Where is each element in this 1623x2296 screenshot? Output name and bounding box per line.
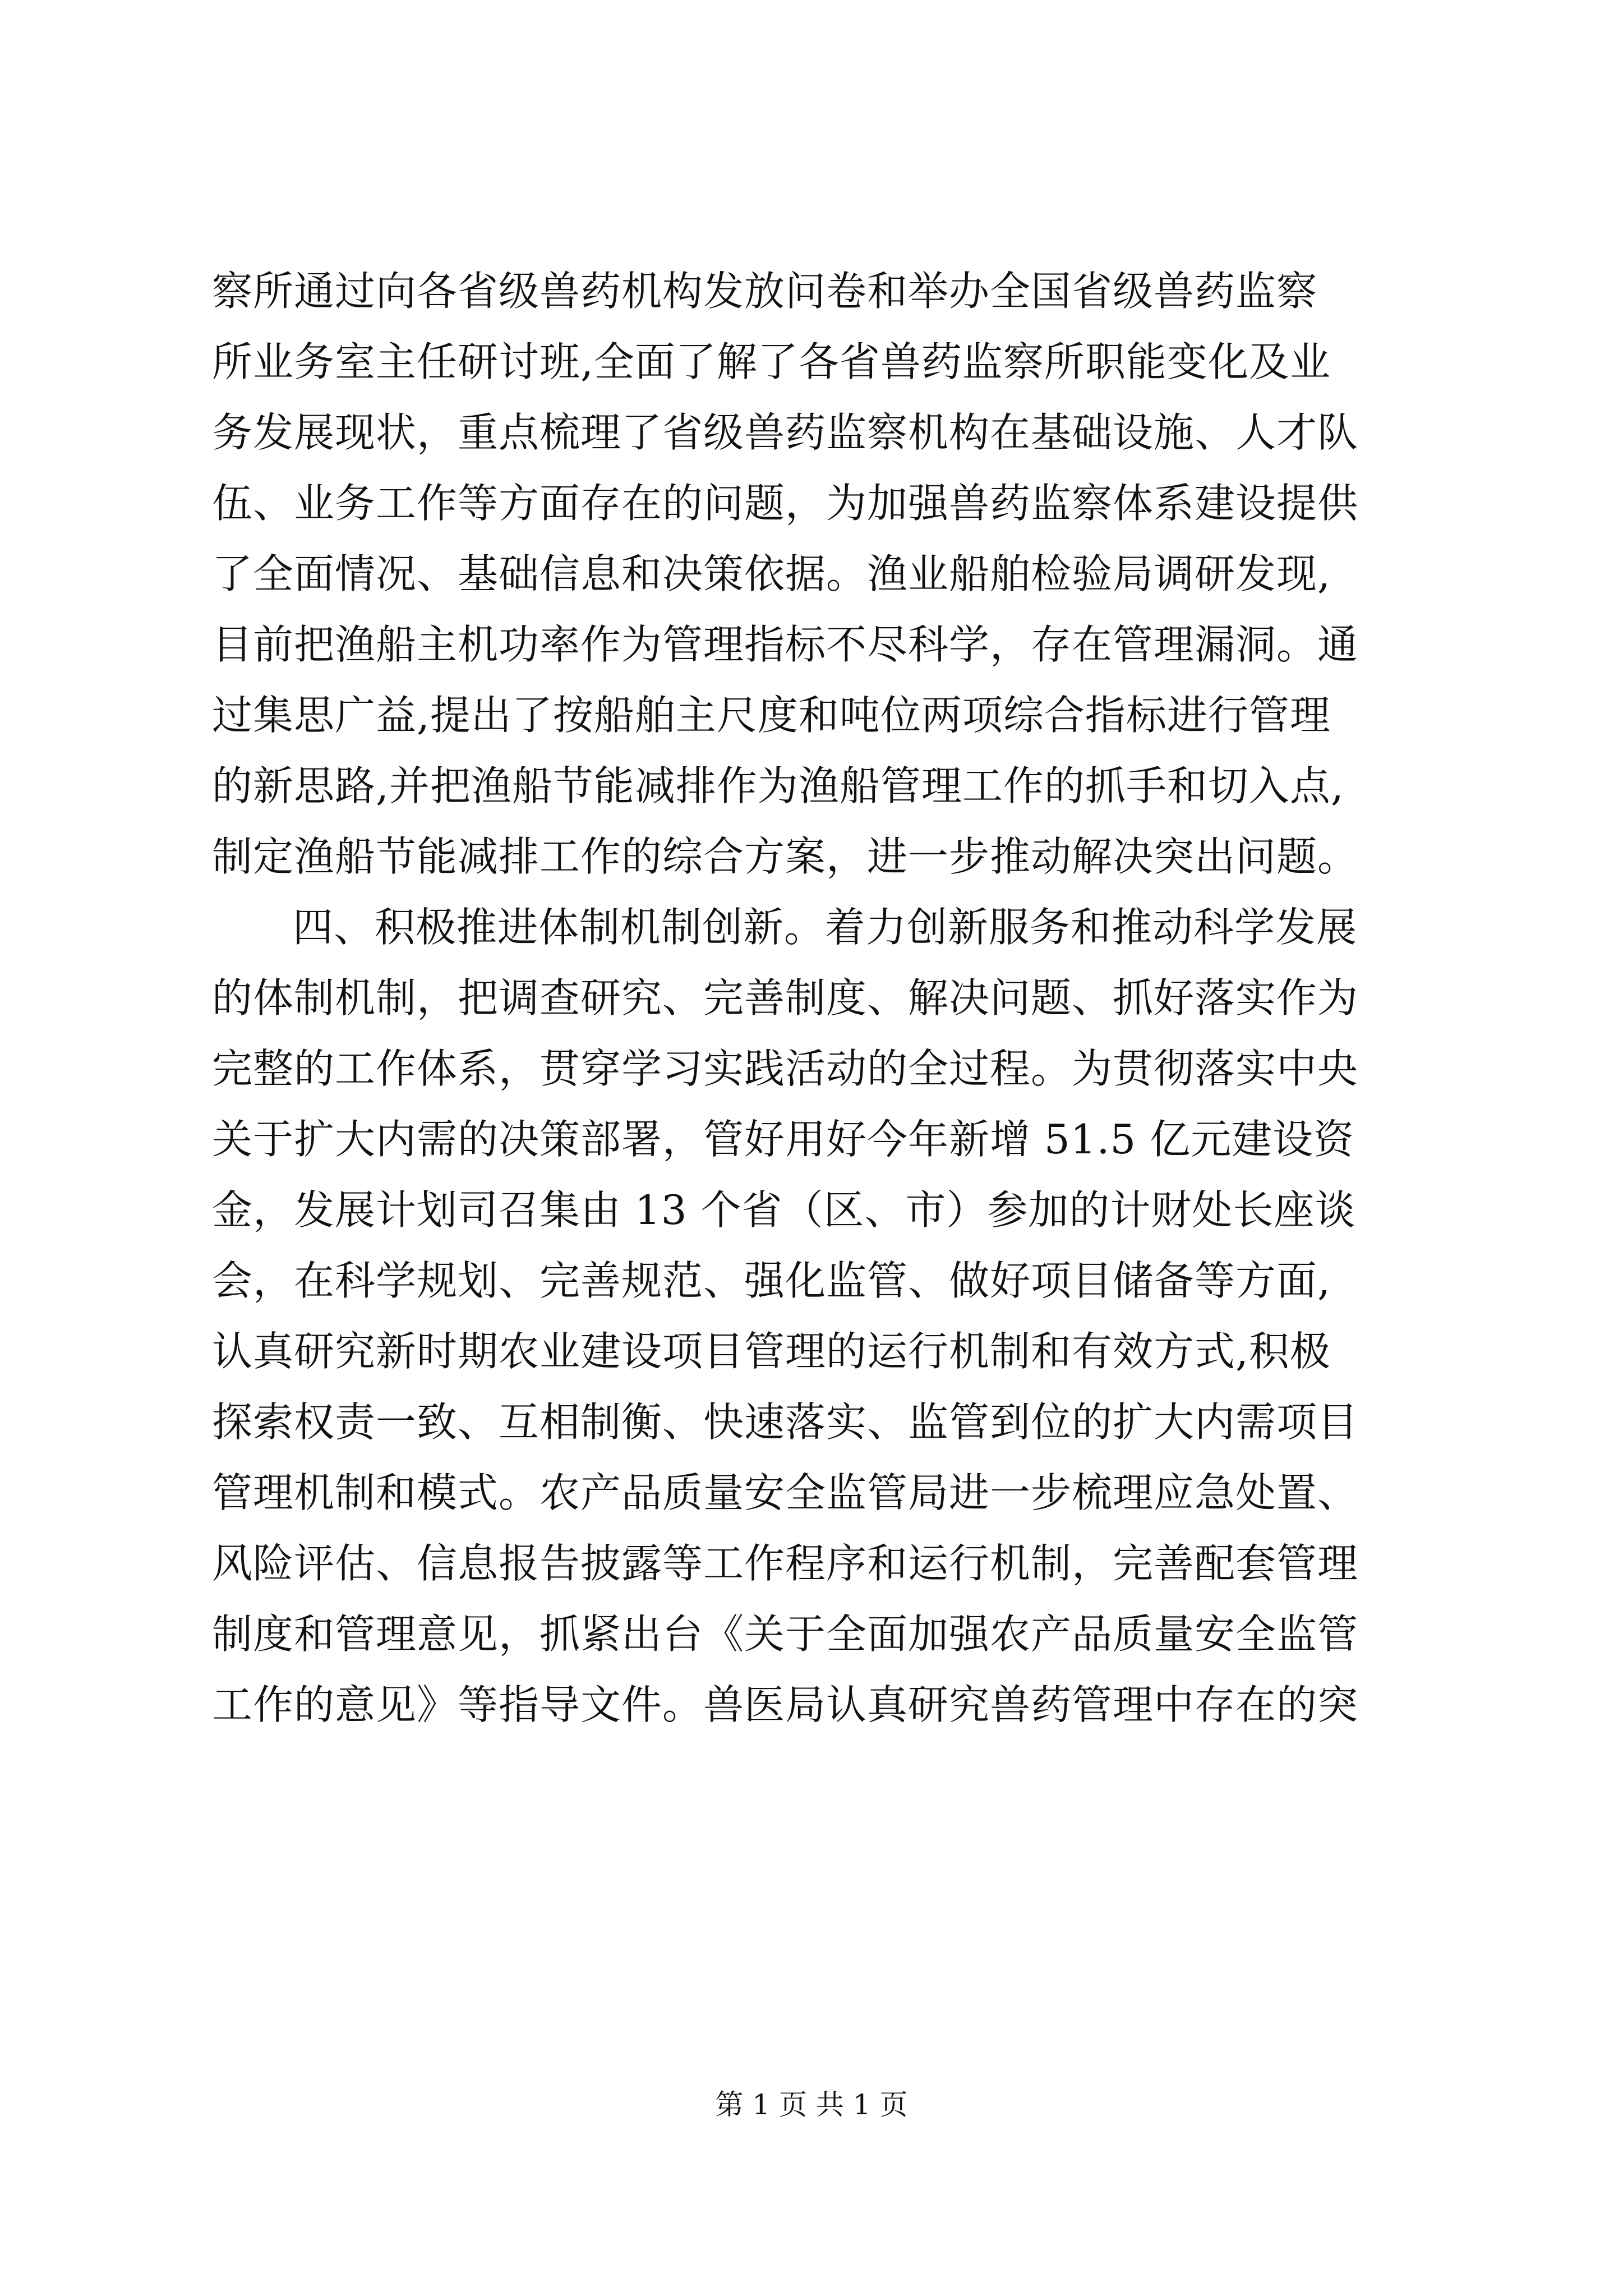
text-line: 务发展现状，重点梳理了省级兽药监察机构在基础设施、人才队 <box>212 409 1359 456</box>
text-line: 金，发展计划司召集由 13 个省（区、市）参加的计财处长座谈 <box>212 1186 1356 1234</box>
text-line: 风险评估、信息报告披露等工作程序和运行机制，完善配套管理 <box>212 1540 1359 1587</box>
text-line: 关于扩大内需的决策部署，管好用好今年新增 51.5 亿元建设资 <box>212 1116 1355 1163</box>
text-line: 探索权责一致、互相制衡、快速落实、监管到位的扩大内需项目 <box>212 1398 1359 1446</box>
text-line: 会，在科学规划、完善规范、强化监管、做好项目储备等方面, <box>212 1257 1331 1304</box>
text-line: 完整的工作体系，贯穿学习实践活动的全过程。为贯彻落实中央 <box>212 1045 1359 1092</box>
text-line: 制度和管理意见，抓紧出台《关于全面加强农产品质量安全监管 <box>212 1611 1359 1658</box>
text-line: 认真研究新时期农业建设项目管理的运行机制和有效方式,积极 <box>212 1328 1331 1375</box>
text-line: 伍、业务工作等方面存在的问题，为加强兽药监察体系建设提供 <box>212 480 1359 527</box>
text-line: 目前把渔船主机功率作为管理指标不尽科学，存在管理漏洞。通 <box>212 621 1359 668</box>
text-line: 过集思广益,提出了按船舶主尺度和吨位两项综合指标进行管理 <box>212 692 1331 739</box>
text-line: 管理机制和模式。农产品质量安全监管局进一步梳理应急处置、 <box>212 1469 1359 1516</box>
body-text <box>212 256 1426 1740</box>
text-line: 制定渔船节能减排工作的综合方案，进一步推动解决突出问题。 <box>212 833 1359 880</box>
text-line: 所业务室主任研讨班,全面了解了各省兽药监察所职能变化及业 <box>212 338 1331 385</box>
page-footer: 第 1 页 共 1 页 <box>715 2088 908 2121</box>
section-heading-line: 四、积极推进体制机制创新。着力创新服务和推动科学发展 <box>293 904 1358 951</box>
text-line: 工作的意见》等指导文件。兽医局认真研究兽药管理中存在的突 <box>212 1681 1359 1728</box>
text-line: 的新思路,并把渔船节能减排作为渔船管理工作的抓手和切入点, <box>212 762 1344 809</box>
text-line: 察所通过向各省级兽药机构发放问卷和举办全国省级兽药监察 <box>212 268 1318 315</box>
text-line: 了全面情况、基础信息和决策依据。渔业船舶检验局调研发现, <box>212 550 1331 597</box>
text-line: 的体制机制，把调查研究、完善制度、解决问题、抓好落实作为 <box>212 974 1359 1022</box>
